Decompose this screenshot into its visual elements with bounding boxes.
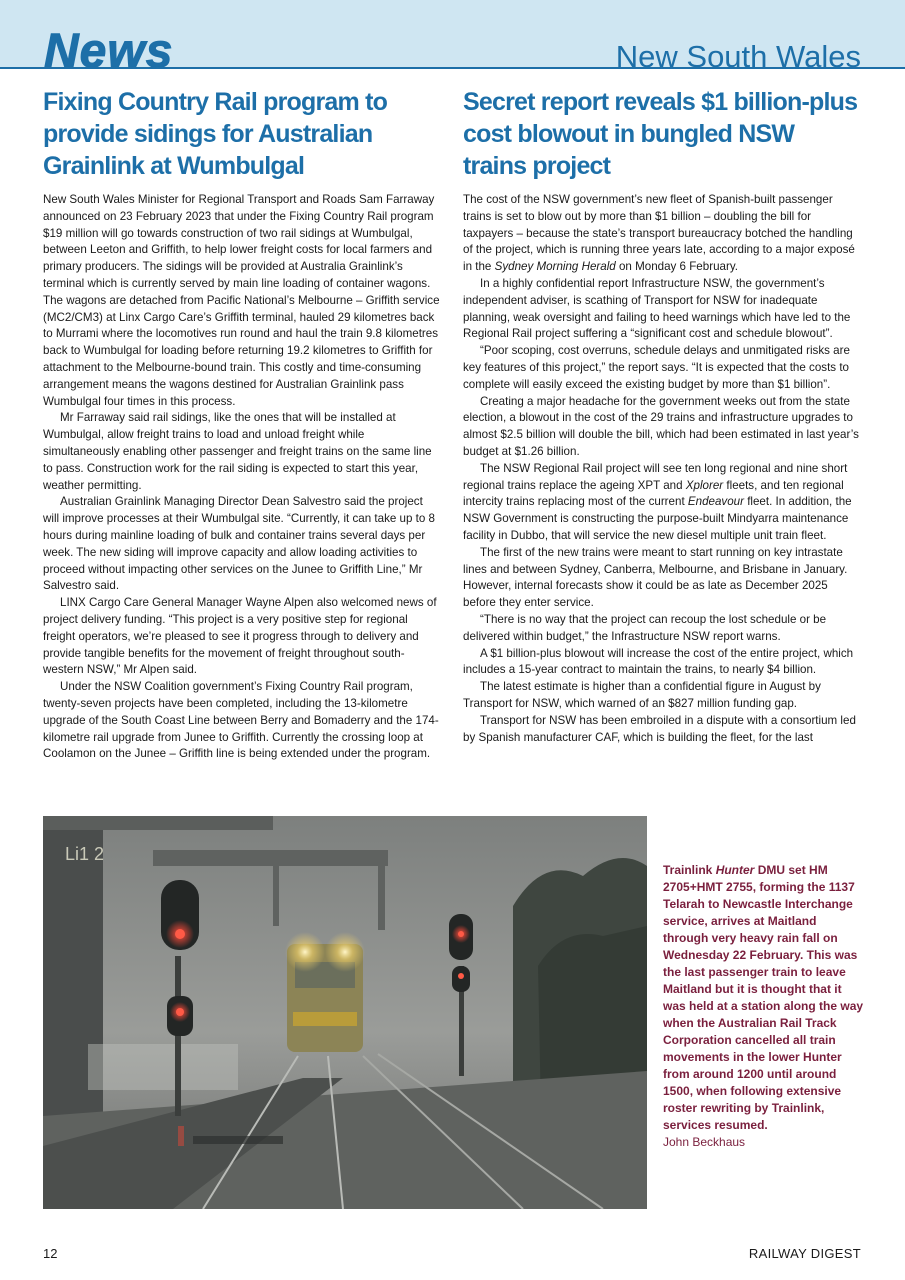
text-run: The cost of the NSW government’s new fleet of Spanish-built passenger trains is set to blow out by more than $1 billion – doubling the bill for taxpayers – because the state’s transport bureaucracy botched the handling of the project, which is running three years late, according to a major exposé in the xyxy=(463,193,855,274)
photo-credit: John Beckhaus xyxy=(663,1135,746,1149)
left-article-body xyxy=(43,192,441,763)
page-number: 12 xyxy=(43,1246,58,1261)
text-run: fleet. In addition, the NSW Government is constructing the purpose-built Mindyarra maintenance facility in Dubbo, that will service the new diesel multiple unit train fleet. xyxy=(463,495,852,542)
signal-gantry xyxy=(153,850,388,866)
text-run: fleets, and ten regional intercity trains replacing most of the current xyxy=(463,478,844,509)
red-light xyxy=(458,973,464,979)
right-paragraph: The first of the new trains were meant to start running on key intrastate lines and between Sydney, Canberra, Melbourne, and Brisbane in January. However, internal forecasts show it could be as late as December 2025 before they enter service. xyxy=(463,545,848,610)
right-paragraph: In a highly confidential report Infrastructure NSW, the government’s independent adviser, is scathing of Transport for NSW for inadequate planning, weak oversight and failing to heed warnings which have led to the Regional Rail project suffering a “significant cost and schedule blowout”. xyxy=(463,276,851,341)
platform-fence xyxy=(88,1044,238,1090)
platform-sign: Li1 2 xyxy=(65,844,105,864)
caption-train-class: Hunter xyxy=(715,863,755,877)
text-run: on Monday 6 February. xyxy=(615,260,738,274)
headlight xyxy=(325,932,365,972)
station-canopy xyxy=(43,816,273,830)
platform-tactile xyxy=(193,1136,283,1144)
left-paragraph: LINX Cargo Care General Manager Wayne Alpen also welcomed news of project delivery funding. “This project is a very positive step for regional freight operators, we’re pleased to see it progress through to delivery and provide tangible benefits for the movement of freight throughout south-western NSW,” Mr Alpen said. xyxy=(43,596,437,677)
magazine-name: RAILWAY DIGEST xyxy=(748,1246,861,1261)
right-paragraph: “There is no way that the project can recoup the lost schedule or be delivered within budget,” the Infrastructure NSW report warns. xyxy=(463,612,827,643)
right-paragraph xyxy=(463,192,863,276)
left-paragraph: Under the NSW Coalition government’s Fixing Country Rail program, twenty-seven projects have been completed, including the 13-kilometre upgrade of the South Coast Line between Berry and Bomaderry and the 174-kilometre rail upgrade from Junee to Griffith. Currently the crossing loop at Coolamon on the Junee – Griffith line is being extended under the program. xyxy=(43,680,439,761)
train-stripe xyxy=(293,1012,357,1026)
signal-gantry xyxy=(378,850,385,930)
train-photo xyxy=(43,816,647,1209)
section-title: News xyxy=(44,25,174,78)
red-light xyxy=(175,929,185,939)
right-article-body xyxy=(463,192,863,746)
caption-text: Trainlink xyxy=(663,863,716,877)
red-light xyxy=(176,1008,184,1016)
right-paragraph: “Poor scoping, cost overruns, schedule delays and unmitigated risks are key features of this project,” the report says. “It is expected that the costs to complete will easily exceed the existing budget by more than $1 billion”. xyxy=(463,344,850,391)
publication-name: Sydney Morning Herald xyxy=(494,260,616,274)
left-paragraph: Australian Grainlink Managing Director Dean Salvestro said the project will improve processes at their Wumbulgal site. “Currently, it can take up to 8 hours during mainline loading of bulk and container trains several days per week. The new siding will improve capacity and allow loading activities to proceed without impacting other services on the Junee to Griffith Line,” Mr Salvestro said. xyxy=(43,495,435,593)
red-reflection xyxy=(178,1126,184,1146)
rain-scene xyxy=(43,816,647,1209)
right-paragraph xyxy=(463,461,863,545)
photo-caption xyxy=(663,862,865,1151)
left-headline: Fixing Country Rail program to provide sidings for Australian Grainlink at Wumbulgal xyxy=(43,88,388,180)
signal-gantry xyxy=(273,866,279,926)
right-headline: Secret report reveals $1 billion-plus cost blowout in bungled NSW trains project xyxy=(463,88,858,180)
train-name: Endeavour xyxy=(687,495,744,509)
region-title: New South Wales xyxy=(615,39,861,74)
right-article xyxy=(463,86,863,746)
right-paragraph: The latest estimate is higher than a confidential figure in August by Transport for NSW, which warned of an $827 million funding gap. xyxy=(463,680,821,710)
left-paragraph: Mr Farraway said rail sidings, like the ones that will be installed at Wumbulgal, allow freight trains to load and unload freight while simultaneously enabling other passenger and freight trains on the same line to pass. Construction work for the rail siding is expected to start this year, weather permitting. xyxy=(43,411,432,492)
left-article xyxy=(43,86,441,763)
headlight xyxy=(285,932,325,972)
left-paragraph: New South Wales Minister for Regional Transport and Roads Sam Farraway announced on 23 February 2023 that under the Fixing Country Rail program $19 million will go towards construction of two rail sidings at Wumbulgal, between Leeton and Griffith, to help lower freight costs for local farmers and primary producers. The sidings will be provided at Australia Grainlink’s terminal which is currently served by main line loading of container wagons. The wagons are detached from Pacific National’s Melbourne – Griffith service (MC2/CM3) at Linx Cargo Care’s Griffith terminal, hauled 29 kilometres back to Murrami where the locomotives run round and haul the train 9.8 kilometres back to Wumbulgal for loading before returning 19.2 kilometres to Griffith for attachment to the Melbourne-bound train. This costly and time-consuming arrangement means the wagons destined for Australian Grainlink pass Wumbulgal four times in this process. xyxy=(43,193,440,408)
train-name: Xplorer xyxy=(685,478,724,492)
caption-text: DMU set HM 2705+HMT 2755, forming the 1137 Telarah to Newcastle Interchange service, arrives at Maitland through very heavy rain fall on Wednesday 22 February. This was the last passenger train to leave Maitland but it is thought that it was held at a station along the way when the Australian Rail Track Corporation cancelled all train movements in the lower Hunter from around 1200 until around 1500, when following extensive roster rewriting by Trainlink, services resumed. xyxy=(663,863,864,1132)
red-light xyxy=(458,931,464,937)
right-paragraph: Transport for NSW has been embroiled in a dispute with a consortium led by Spanish manufacturer CAF, which is building the fleet, for the last xyxy=(463,713,856,744)
right-paragraph: Creating a major headache for the government weeks out from the state election, a blowout in the cost of the 29 trains and infrastructure upgrades to almost $2.5 billion will double the bill, which had been estimated in last year’s budget at $1.26 billion. xyxy=(463,394,859,458)
right-paragraph: A $1 billion-plus blowout will increase the cost of the entire project, which includes a 15-year contract to maintain the trains, to nearly $4 billion. xyxy=(463,646,854,677)
text-run: The NSW Regional Rail project will see ten long regional and nine short regional trains replace the ageing XPT and xyxy=(463,461,848,492)
